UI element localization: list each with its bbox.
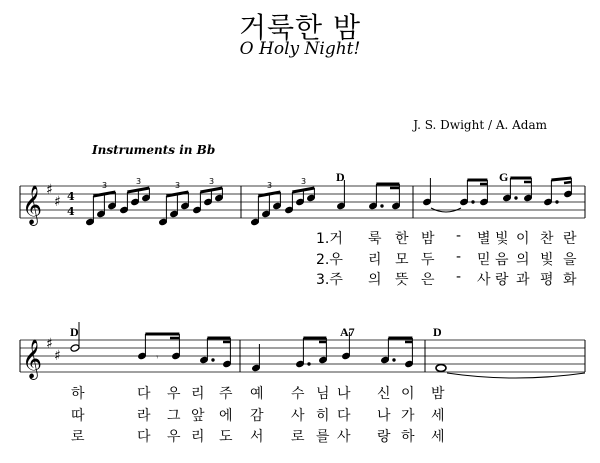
lyric-syllable: 따 bbox=[71, 408, 85, 424]
instrument-label: Instruments in Bb bbox=[92, 143, 216, 157]
lyric-syllable: 뜻 bbox=[395, 272, 409, 288]
lyric-syllable: 하 bbox=[401, 429, 415, 445]
lyric-syllable: 을 bbox=[563, 252, 577, 268]
lyric-syllable: 우 bbox=[167, 429, 181, 445]
lyric-syllable: 은 bbox=[421, 272, 435, 288]
lyric-syllable: 나 bbox=[377, 408, 391, 424]
song-title: 거룩한 밤 bbox=[238, 11, 362, 44]
lyric-syllable: 3.주 bbox=[316, 272, 343, 288]
lyric-syllable: 사 bbox=[477, 272, 491, 288]
lyric-syllable: 히 bbox=[316, 408, 330, 424]
lyric-syllable: 사 bbox=[291, 408, 305, 424]
lyric-syllable: 의 bbox=[368, 272, 382, 288]
lyric-syllable: 하 bbox=[71, 386, 85, 402]
lyric-syllable: 다 bbox=[137, 386, 151, 402]
lyric-syllable: 서 bbox=[250, 429, 264, 445]
measure-2-notes bbox=[251, 180, 401, 226]
lyric-syllable: 한 bbox=[395, 231, 409, 247]
triplet-number: 3 bbox=[136, 177, 142, 186]
lyric-syllable: 나 bbox=[337, 386, 351, 402]
lyric-syllable: 과 bbox=[516, 272, 530, 288]
lyric-syllable: 밤 bbox=[421, 231, 435, 247]
lyric-syllable: 예 bbox=[250, 386, 264, 402]
measure-3-notes bbox=[423, 178, 573, 212]
lyric-syllable: 로 bbox=[71, 429, 85, 445]
time-signature-bottom: 4 bbox=[67, 205, 75, 218]
triplet-number: 3 bbox=[175, 181, 181, 190]
staff-2 bbox=[20, 340, 585, 372]
lyric-syllable: - bbox=[456, 228, 462, 244]
lyric-syllable: 가 bbox=[401, 408, 415, 424]
treble-clef-icon: 𝄞 bbox=[22, 185, 43, 225]
lyric-syllable: 사 bbox=[337, 429, 351, 445]
lyric-syllable: 라 bbox=[137, 408, 151, 424]
svg-text:♯: ♯ bbox=[46, 182, 53, 198]
triplet-number: 3 bbox=[301, 177, 307, 186]
lyric-syllable: 감 bbox=[250, 408, 264, 424]
time-signature-top: 4 bbox=[67, 190, 75, 203]
lyric-syllable: 이 bbox=[401, 386, 415, 402]
lyric-syllable: 의 bbox=[516, 252, 530, 268]
lyric-syllable: 주 bbox=[219, 386, 233, 402]
lyric-syllable: 세 bbox=[431, 429, 445, 445]
lyric-syllable: - bbox=[456, 269, 462, 285]
triplet-markers-2 bbox=[267, 177, 306, 190]
lyric-syllable: 우 bbox=[167, 386, 181, 402]
lyric-syllable: 리 bbox=[191, 429, 205, 445]
lyric-syllable: 수 bbox=[291, 386, 305, 402]
treble-clef-icon: 𝄞 bbox=[22, 339, 43, 379]
lyric-syllable: 랑 bbox=[495, 272, 509, 288]
triplet-number: 3 bbox=[209, 177, 215, 186]
lyric-syllable: 음 bbox=[495, 252, 509, 268]
lyric-syllable: 평 bbox=[540, 272, 554, 288]
lyric-syllable: 별 bbox=[477, 231, 491, 247]
triplet-markers-1 bbox=[102, 177, 214, 190]
lyric-syllable: 2.우 bbox=[316, 252, 343, 268]
song-subtitle: O Holy Night! bbox=[239, 39, 361, 59]
measure-5-notes bbox=[252, 332, 414, 372]
lyric-syllable: 빛 bbox=[540, 252, 554, 268]
lyric-syllable: 세 bbox=[431, 408, 445, 424]
lyric-syllable: - bbox=[456, 249, 462, 265]
lyric-syllable: 1.거 bbox=[316, 231, 343, 247]
lyric-syllable: 룩 bbox=[368, 231, 382, 247]
lyric-syllable: 신 bbox=[377, 386, 391, 402]
lyric-syllable: 랑 bbox=[377, 429, 391, 445]
triplet-number: 3 bbox=[102, 181, 108, 190]
lyric-syllable: 도 bbox=[219, 429, 233, 445]
lyric-syllable: 두 bbox=[421, 252, 435, 268]
lyric-syllable: 에 bbox=[219, 408, 233, 424]
lyric-syllable: 리 bbox=[191, 386, 205, 402]
lyric-syllable: 화 bbox=[563, 272, 577, 288]
chord-symbol: A7 bbox=[340, 325, 355, 339]
lyric-syllable: 다 bbox=[137, 429, 151, 445]
lyric-syllable: 믿 bbox=[477, 252, 491, 268]
measure-4-notes bbox=[70, 322, 231, 368]
chord-symbol: D bbox=[433, 325, 442, 339]
chord-symbol: D bbox=[70, 325, 79, 339]
lyric-syllable: 앞 bbox=[191, 408, 205, 424]
svg-text:♯: ♯ bbox=[54, 348, 61, 364]
lyric-syllable: 리 bbox=[368, 252, 382, 268]
triplet-number: 3 bbox=[267, 181, 273, 190]
lyric-syllable: 밤 bbox=[431, 386, 445, 402]
chord-symbol: D bbox=[336, 170, 345, 184]
lyric-syllable: 그 bbox=[167, 408, 181, 424]
svg-text:♯: ♯ bbox=[46, 336, 53, 352]
lyric-syllable: 님 bbox=[316, 386, 330, 402]
lyric-syllable: 다 bbox=[337, 408, 351, 424]
measure-6-notes bbox=[436, 365, 585, 378]
lyric-syllable: 로 bbox=[291, 429, 305, 445]
time-signature bbox=[67, 190, 75, 218]
svg-text:𝄾: 𝄾 bbox=[156, 353, 159, 363]
composer-credit: J. S. Dwight / A. Adam bbox=[413, 118, 547, 132]
lyric-syllable: 찬 bbox=[540, 231, 554, 247]
chord-symbol: G bbox=[499, 170, 509, 184]
lyric-syllable: 를 bbox=[316, 429, 330, 445]
lyric-syllable: 빛 bbox=[495, 231, 509, 247]
lyric-syllable: 모 bbox=[395, 252, 409, 268]
lyric-syllable: 이 bbox=[516, 231, 530, 247]
lyric-syllable: 란 bbox=[563, 231, 577, 247]
svg-text:♯: ♯ bbox=[54, 194, 61, 210]
